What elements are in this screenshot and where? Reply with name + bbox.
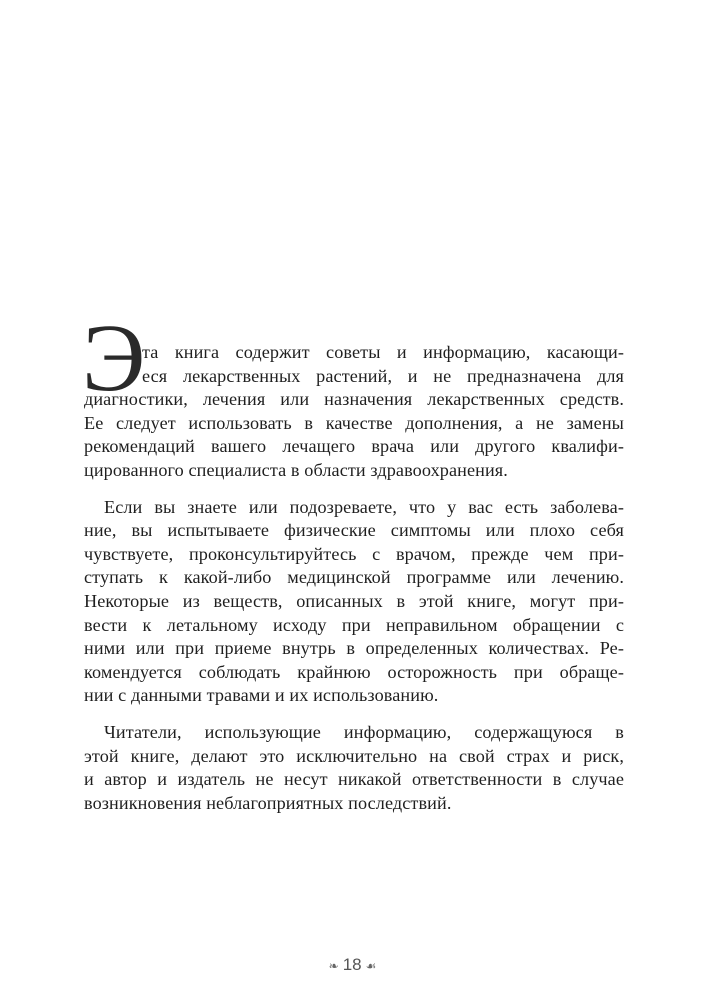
left-ornament-icon: ❧ xyxy=(328,959,339,973)
text-line: цированного специалиста в области здравоохранения. xyxy=(84,459,508,480)
text-line: возникновения неблагоприятных последствий. xyxy=(84,792,452,813)
text-line: та книга содержит советы и информацию, касающи- xyxy=(142,342,624,362)
right-ornament-icon: ☙ xyxy=(365,959,377,973)
text-line: этой книге, делают это исключительно на свой страх и риск, xyxy=(84,745,624,766)
text-line: ние, вы испытываете физические симптомы или плохо себя xyxy=(84,520,624,541)
text-line: ними или при приеме внутрь в определенных количествах. Ре- xyxy=(84,638,624,659)
text-line: ступать к какой-либо медицинской программе или лечению. xyxy=(84,567,624,588)
text-line: рекомендаций вашего лечащего врача или другого квалифи- xyxy=(84,436,624,457)
paragraph-spacer xyxy=(84,708,624,721)
text-line: Некоторые из веществ, описанных в этой книге, могут при- xyxy=(84,590,624,611)
text-line: и автор и издатель не несут никакой ответственности в случае xyxy=(84,769,624,790)
text-line: Если вы знаете или подозреваете, что у вас есть заболева- xyxy=(104,496,624,517)
page-number: 18 xyxy=(342,955,362,974)
drop-cap-letter: Э xyxy=(82,304,146,411)
text-line: чувствуете, проконсультируйтесь с врачом, прежде чем при- xyxy=(84,543,624,564)
disclaimer-text xyxy=(84,341,624,815)
paragraph-spacer xyxy=(84,483,624,496)
paragraph-3 xyxy=(84,721,624,815)
text-line: диагностики, лечения или назначения лекарственных средств. xyxy=(84,389,624,410)
text-line: комендуется соблюдать крайнюю осторожность при обраще- xyxy=(84,661,624,682)
paragraph-1 xyxy=(84,341,624,483)
text-line: вести к летальному исходу при неправильном обращении с xyxy=(84,614,624,635)
text-line: Читатели, использующие информацию, содержащуюся в xyxy=(104,721,624,742)
text-line: еся лекарственных растений, и не предназначена для xyxy=(142,365,624,386)
text-line: Ее следует использовать в качестве дополнения, а не замены xyxy=(84,412,624,433)
text-line: нии с данными травами и их использованию. xyxy=(84,685,439,706)
paragraph-2 xyxy=(84,496,624,708)
page-footer xyxy=(0,955,705,975)
